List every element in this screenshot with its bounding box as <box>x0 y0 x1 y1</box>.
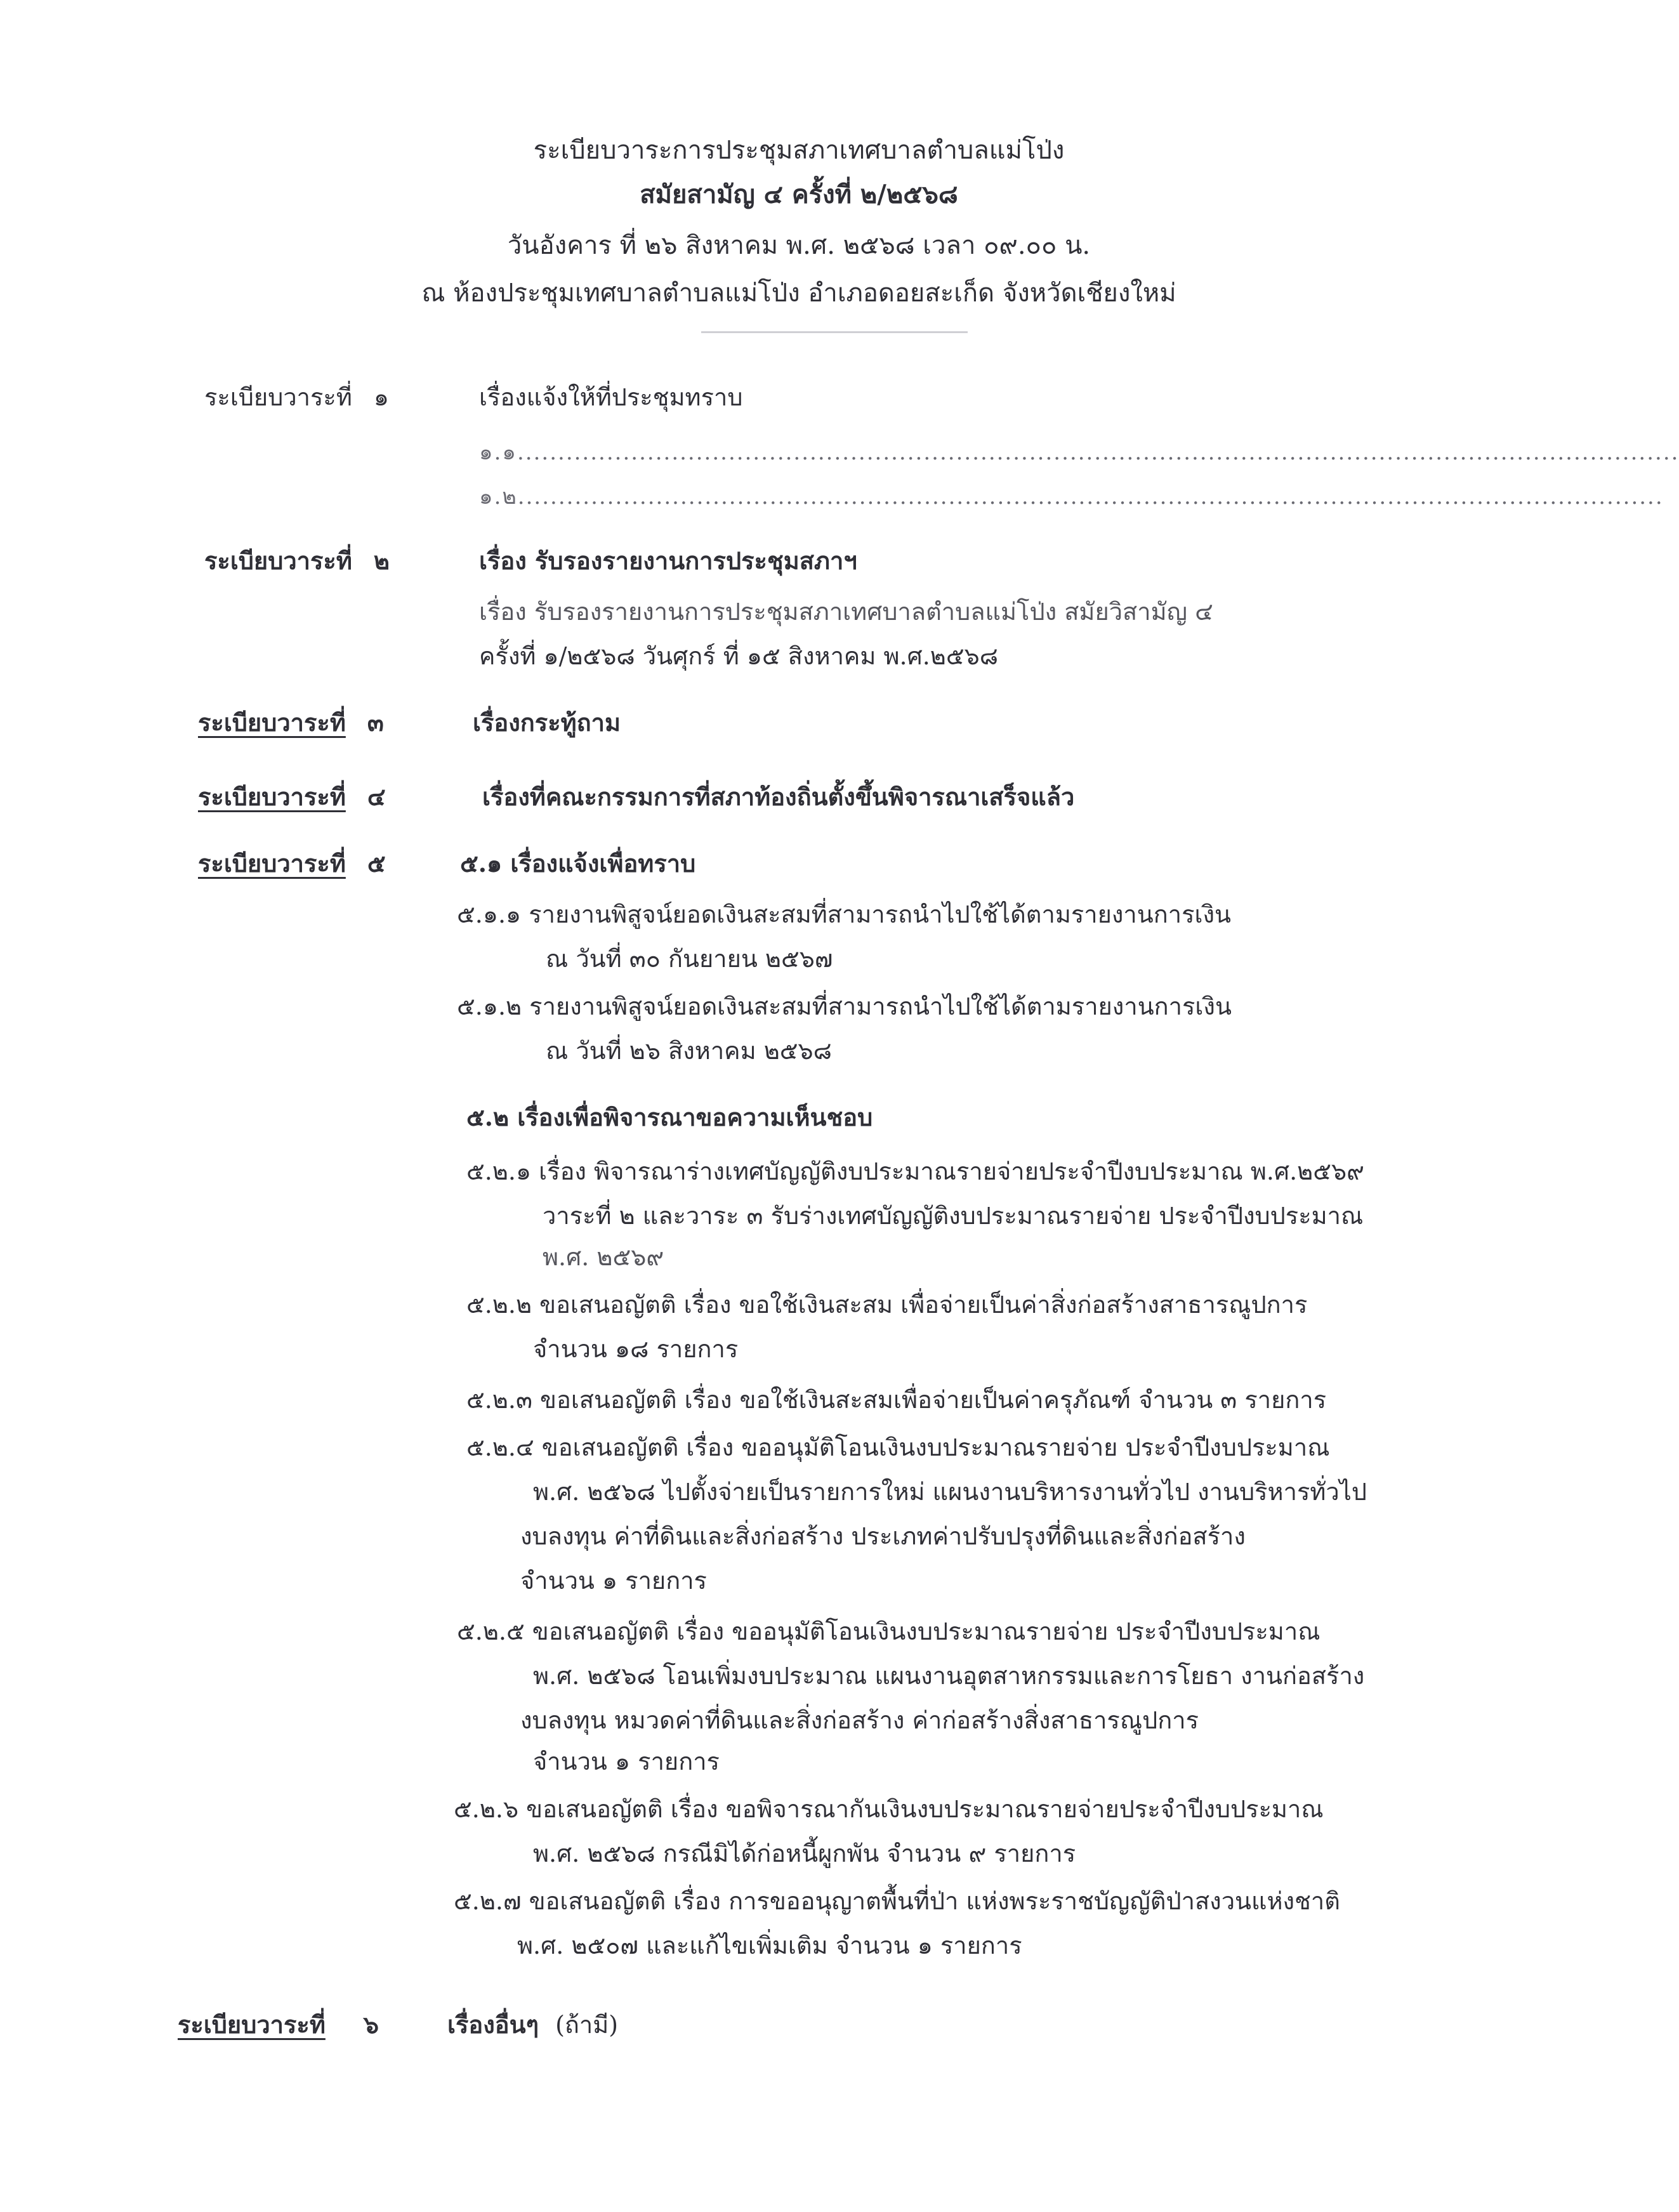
agenda-number: ๑ <box>373 383 389 411</box>
agenda-5-2-2-line-2: จำนวน ๑๘ รายการ <box>533 1335 739 1363</box>
agenda-label-text: ระเบียบวาระที่ <box>204 383 352 411</box>
agenda-5-2-1-line-1: ๕.๒.๑ เรื่อง พิจารณาร่างเทศบัญญัติงบประมาณรายจ่ายประจำปีงบประมาณ พ.ศ.๒๕๖๙ <box>466 1157 1364 1185</box>
agenda-label-text: ระเบียบวาระที่ <box>198 708 346 737</box>
header-venue: ณ ห้องประชุมเทศบาลตำบลแม่โป่ง อำเภอดอยสะเก็ด จังหวัดเชียงใหม่ <box>421 279 1176 308</box>
agenda-5-2-1-line-2: วาระที่ ๒ และวาระ ๓ รับร่างเทศบัญญัติงบประมาณรายจ่าย ประจำปีงบประมาณ <box>543 1202 1364 1230</box>
agenda-5-2-6-line-2: พ.ศ. ๒๕๖๘ กรณีมิได้ก่อหนี้ผูกพัน จำนวน ๙ รายการ <box>533 1840 1076 1867</box>
agenda-5-2-6-line-1: ๕.๒.๖ ขอเสนอญัตติ เรื่อง ขอพิจารณากันเงินงบประมาณรายจ่ายประจำปีงบประมาณ <box>454 1795 1324 1823</box>
agenda-2-detail-2: ครั้งที่ ๑/๒๕๖๘ วันศุกร์ ที่ ๑๕ สิงหาคม พ.ศ.๒๕๖๘ <box>479 642 999 670</box>
header-divider <box>701 331 968 333</box>
agenda-5-2-4-line-2: พ.ศ. ๒๕๖๘ ไปตั้งจ่ายเป็นรายการใหม่ แผนงานบริหารงานทั่วไป งานบริหารทั่วไป <box>533 1478 1367 1506</box>
header-title: ระเบียบวาระการประชุมสภาเทศบาลตำบลแม่โป่ง <box>533 136 1065 165</box>
agenda-5-2-5-line-3: งบลงทุน หมวดค่าที่ดินและสิ่งก่อสร้าง ค่าก่อสร้างสิ่งสาธารณูปการ <box>520 1706 1199 1734</box>
agenda-5-2-7-line-1: ๕.๒.๗ ขอเสนอญัตติ เรื่อง การขออนุญาตพื้นที่ป่า แห่งพระราชบัญญัติป่าสงวนแห่งชาติ <box>454 1887 1340 1915</box>
agenda-5-2-7-line-2: พ.ศ. ๒๕๐๗ และแก้ไขเพิ่มเติม จำนวน ๑ รายการ <box>517 1932 1022 1959</box>
agenda-label-text: ระเบียบวาระที่ <box>198 849 346 878</box>
agenda-5-2-2-line-1: ๕.๒.๒ ขอเสนอญัตติ เรื่อง ขอใช้เงินสะสม เพื่อจ่ายเป็นค่าสิ่งก่อสร้างสาธารณูปการ <box>466 1291 1308 1319</box>
agenda-2-label <box>204 541 390 580</box>
agenda-3-label <box>198 703 384 742</box>
agenda-5-2-1-line-3: พ.ศ. ๒๕๖๙ <box>543 1243 664 1271</box>
agenda-2-detail-1: เรื่อง รับรองรายงานการประชุมสภาเทศบาลตำบลแม่โป่ง สมัยวิสามัญ ๔ <box>479 598 1213 626</box>
agenda-6-title: เรื่องอื่นๆ <box>447 2010 539 2039</box>
agenda-4-label <box>198 777 386 816</box>
agenda-5-1-1-line-2: ณ วันที่ ๓๐ กันยายน ๒๕๖๗ <box>546 945 833 973</box>
agenda-label-text: ระเบียบวาระที่ <box>178 2010 326 2039</box>
agenda-5-2-4-line-1: ๕.๒.๔ ขอเสนอญัตติ เรื่อง ขออนุมัติโอนเงินงบประมาณรายจ่าย ประจำปีงบประมาณ <box>466 1433 1330 1461</box>
agenda-label-text: ระเบียบวาระที่ <box>204 546 352 575</box>
header-session: สมัยสามัญ ๔ ครั้งที่ ๒/๒๕๖๘ <box>640 180 958 209</box>
header-date: วันอังคาร ที่ ๒๖ สิงหาคม พ.ศ. ๒๕๖๘ เวลา ๐๙.๐๐ น. <box>507 231 1091 260</box>
agenda-5-2-5-line-4: จำนวน ๑ รายการ <box>533 1748 720 1775</box>
agenda-number: ๔ <box>367 782 386 811</box>
agenda-5-2-4-line-4: จำนวน ๑ รายการ <box>520 1567 707 1595</box>
agenda-5-1-title: ๕.๑ เรื่องแจ้งเพื่อทราบ <box>460 849 696 878</box>
agenda-5-1-2-line-1: ๕.๑.๒ รายงานพิสูจน์ยอดเงินสะสมที่สามารถนำไปใช้ได้ตามรายงานการเงิน <box>457 992 1232 1020</box>
agenda-label-text: ระเบียบวาระที่ <box>198 782 346 811</box>
agenda-5-2-title: ๕.๒ เรื่องเพื่อพิจารณาขอความเห็นชอบ <box>466 1103 873 1131</box>
agenda-3-title: เรื่องกระทู้ถาม <box>473 708 621 737</box>
agenda-6-label <box>178 2005 379 2044</box>
agenda-number: ๕ <box>367 849 386 878</box>
agenda-6-title-row <box>447 2005 618 2044</box>
agenda-number: ๖ <box>363 2010 379 2039</box>
agenda-5-2-5-line-1: ๕.๒.๕ ขอเสนอญัตติ เรื่อง ขออนุมัติโอนเงินงบประมาณรายจ่าย ประจำปีงบประมาณ <box>457 1617 1320 1645</box>
agenda-1-label <box>204 378 389 416</box>
agenda-5-label <box>198 844 386 883</box>
agenda-1-item-2: ๑.๒............................................................................................................................................. <box>479 484 1664 510</box>
agenda-4-title: เรื่องที่คณะกรรมการที่สภาท้องถิ่นตั้งขึ้นพิจารณาเสร็จแล้ว <box>482 782 1075 811</box>
agenda-5-1-2-line-2: ณ วันที่ ๒๖ สิงหาคม ๒๕๖๘ <box>546 1037 832 1065</box>
agenda-6-note: (ถ้ามี) <box>555 2011 619 2039</box>
agenda-5-2-5-line-2: พ.ศ. ๒๕๖๘ โอนเพิ่มงบประมาณ แผนงานอุตสาหกรรมและการโยธา งานก่อสร้าง <box>533 1662 1365 1690</box>
agenda-5-2-4-line-3: งบลงทุน ค่าที่ดินและสิ่งก่อสร้าง ประเภทค่าปรับปรุงที่ดินและสิ่งก่อสร้าง <box>520 1522 1246 1550</box>
agenda-5-1-1-line-1: ๕.๑.๑ รายงานพิสูจน์ยอดเงินสะสมที่สามารถนำไปใช้ได้ตามรายงานการเงิน <box>457 900 1232 928</box>
agenda-5-2-3-line-1: ๕.๒.๓ ขอเสนอญัตติ เรื่อง ขอใช้เงินสะสมเพื่อจ่ายเป็นค่าครุภัณฑ์ จำนวน ๓ รายการ <box>466 1386 1327 1414</box>
agenda-number: ๒ <box>373 546 390 575</box>
agenda-1-title: เรื่องแจ้งให้ที่ประชุมทราบ <box>479 383 743 411</box>
agenda-1-item-1: ๑.๑............................................................................................................................................... <box>479 440 1679 465</box>
agenda-2-title: เรื่อง รับรองรายงานการประชุมสภาฯ <box>479 546 857 575</box>
agenda-number: ๓ <box>367 708 384 737</box>
